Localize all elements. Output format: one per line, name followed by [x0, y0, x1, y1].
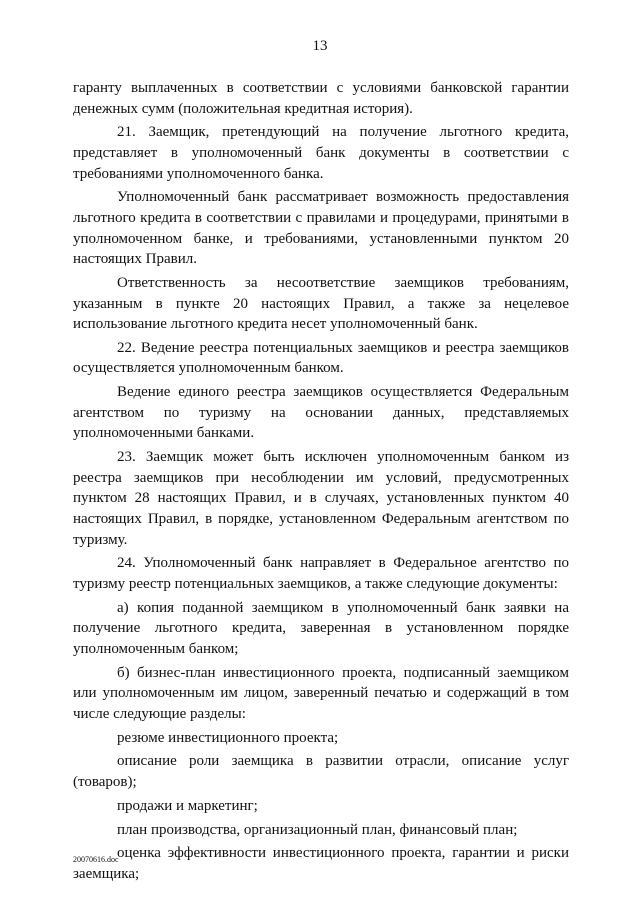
section-item-sales-marketing: продажи и маркетинг;	[117, 797, 258, 814]
paragraph-23: 23. Заемщик может быть исключен уполномоченным банком из реестра заемщиков при несоблюдении им условий, предусмотренных пунктом 28 настоящих Правил, и в случаях, установленных пунктом 40 настоящих Правил, в порядке, установленном Федеральным агентством по туризму.	[73, 449, 569, 548]
document-body	[73, 78, 569, 888]
section-item-efficiency: оценка эффективности инвестиционного проекта, гарантии и риски заемщика;	[73, 845, 569, 882]
paragraph-21-bank-review: Уполномоченный банк рассматривает возможность предоставления льготного кредита в соответствии с правилами и процедурами, принятыми в уполномоченном банке, и требованиями, установленными пунктом 20 настоящих Правил.	[73, 189, 569, 268]
paragraph-21: 21. Заемщик, претендующий на получение льготного кредита, представляет в уполномоченный банк документы в соответствии с требованиями уполномоченного банка.	[73, 124, 569, 182]
page-number: 13	[312, 38, 328, 54]
section-item-summary: резюме инвестиционного проекта;	[117, 729, 339, 746]
footer-filename: 20070616.doc	[73, 855, 119, 864]
paragraph-24-b: б) бизнес-план инвестиционного проекта, подписанный заемщиком или уполномоченным им лицом, заверенный печатью и содержащий в том числе следующие разделы:	[73, 664, 569, 722]
paragraph-24: 24. Уполномоченный банк направляет в Федеральное агентство по туризму реестр потенциальных заемщиков, а также следующие документы:	[73, 555, 569, 592]
section-item-borrower-role: описание роли заемщика в развитии отрасли, описание услуг (товаров);	[73, 753, 569, 791]
paragraph-22: 22. Ведение реестра потенциальных заемщиков и реестра заемщиков осуществляется уполномоченным банком.	[73, 339, 569, 377]
section-item-plans: план производства, организационный план, финансовый план;	[117, 821, 518, 838]
paragraph-22-unified-registry: Ведение единого реестра заемщиков осуществляется Федеральным агентством по туризму на основании данных, представляемых уполномоченными банками.	[73, 384, 569, 442]
paragraph-24-a: а) копия поданной заемщиком в уполномоченный банк заявки на получение льготного кредита, заверенная в установленном порядке уполномоченным банком;	[73, 599, 569, 657]
paragraph-continuation: гаранту выплаченных в соответствии с условиями банковской гарантии денежных сумм (положительная кредитная история).	[73, 80, 569, 117]
paragraph-21-responsibility: Ответственность за несоответствие заемщиков требованиям, указанным в пункте 20 настоящих Правил, а также за нецелевое использование льготного кредита несет уполномоченный банк.	[73, 274, 569, 333]
